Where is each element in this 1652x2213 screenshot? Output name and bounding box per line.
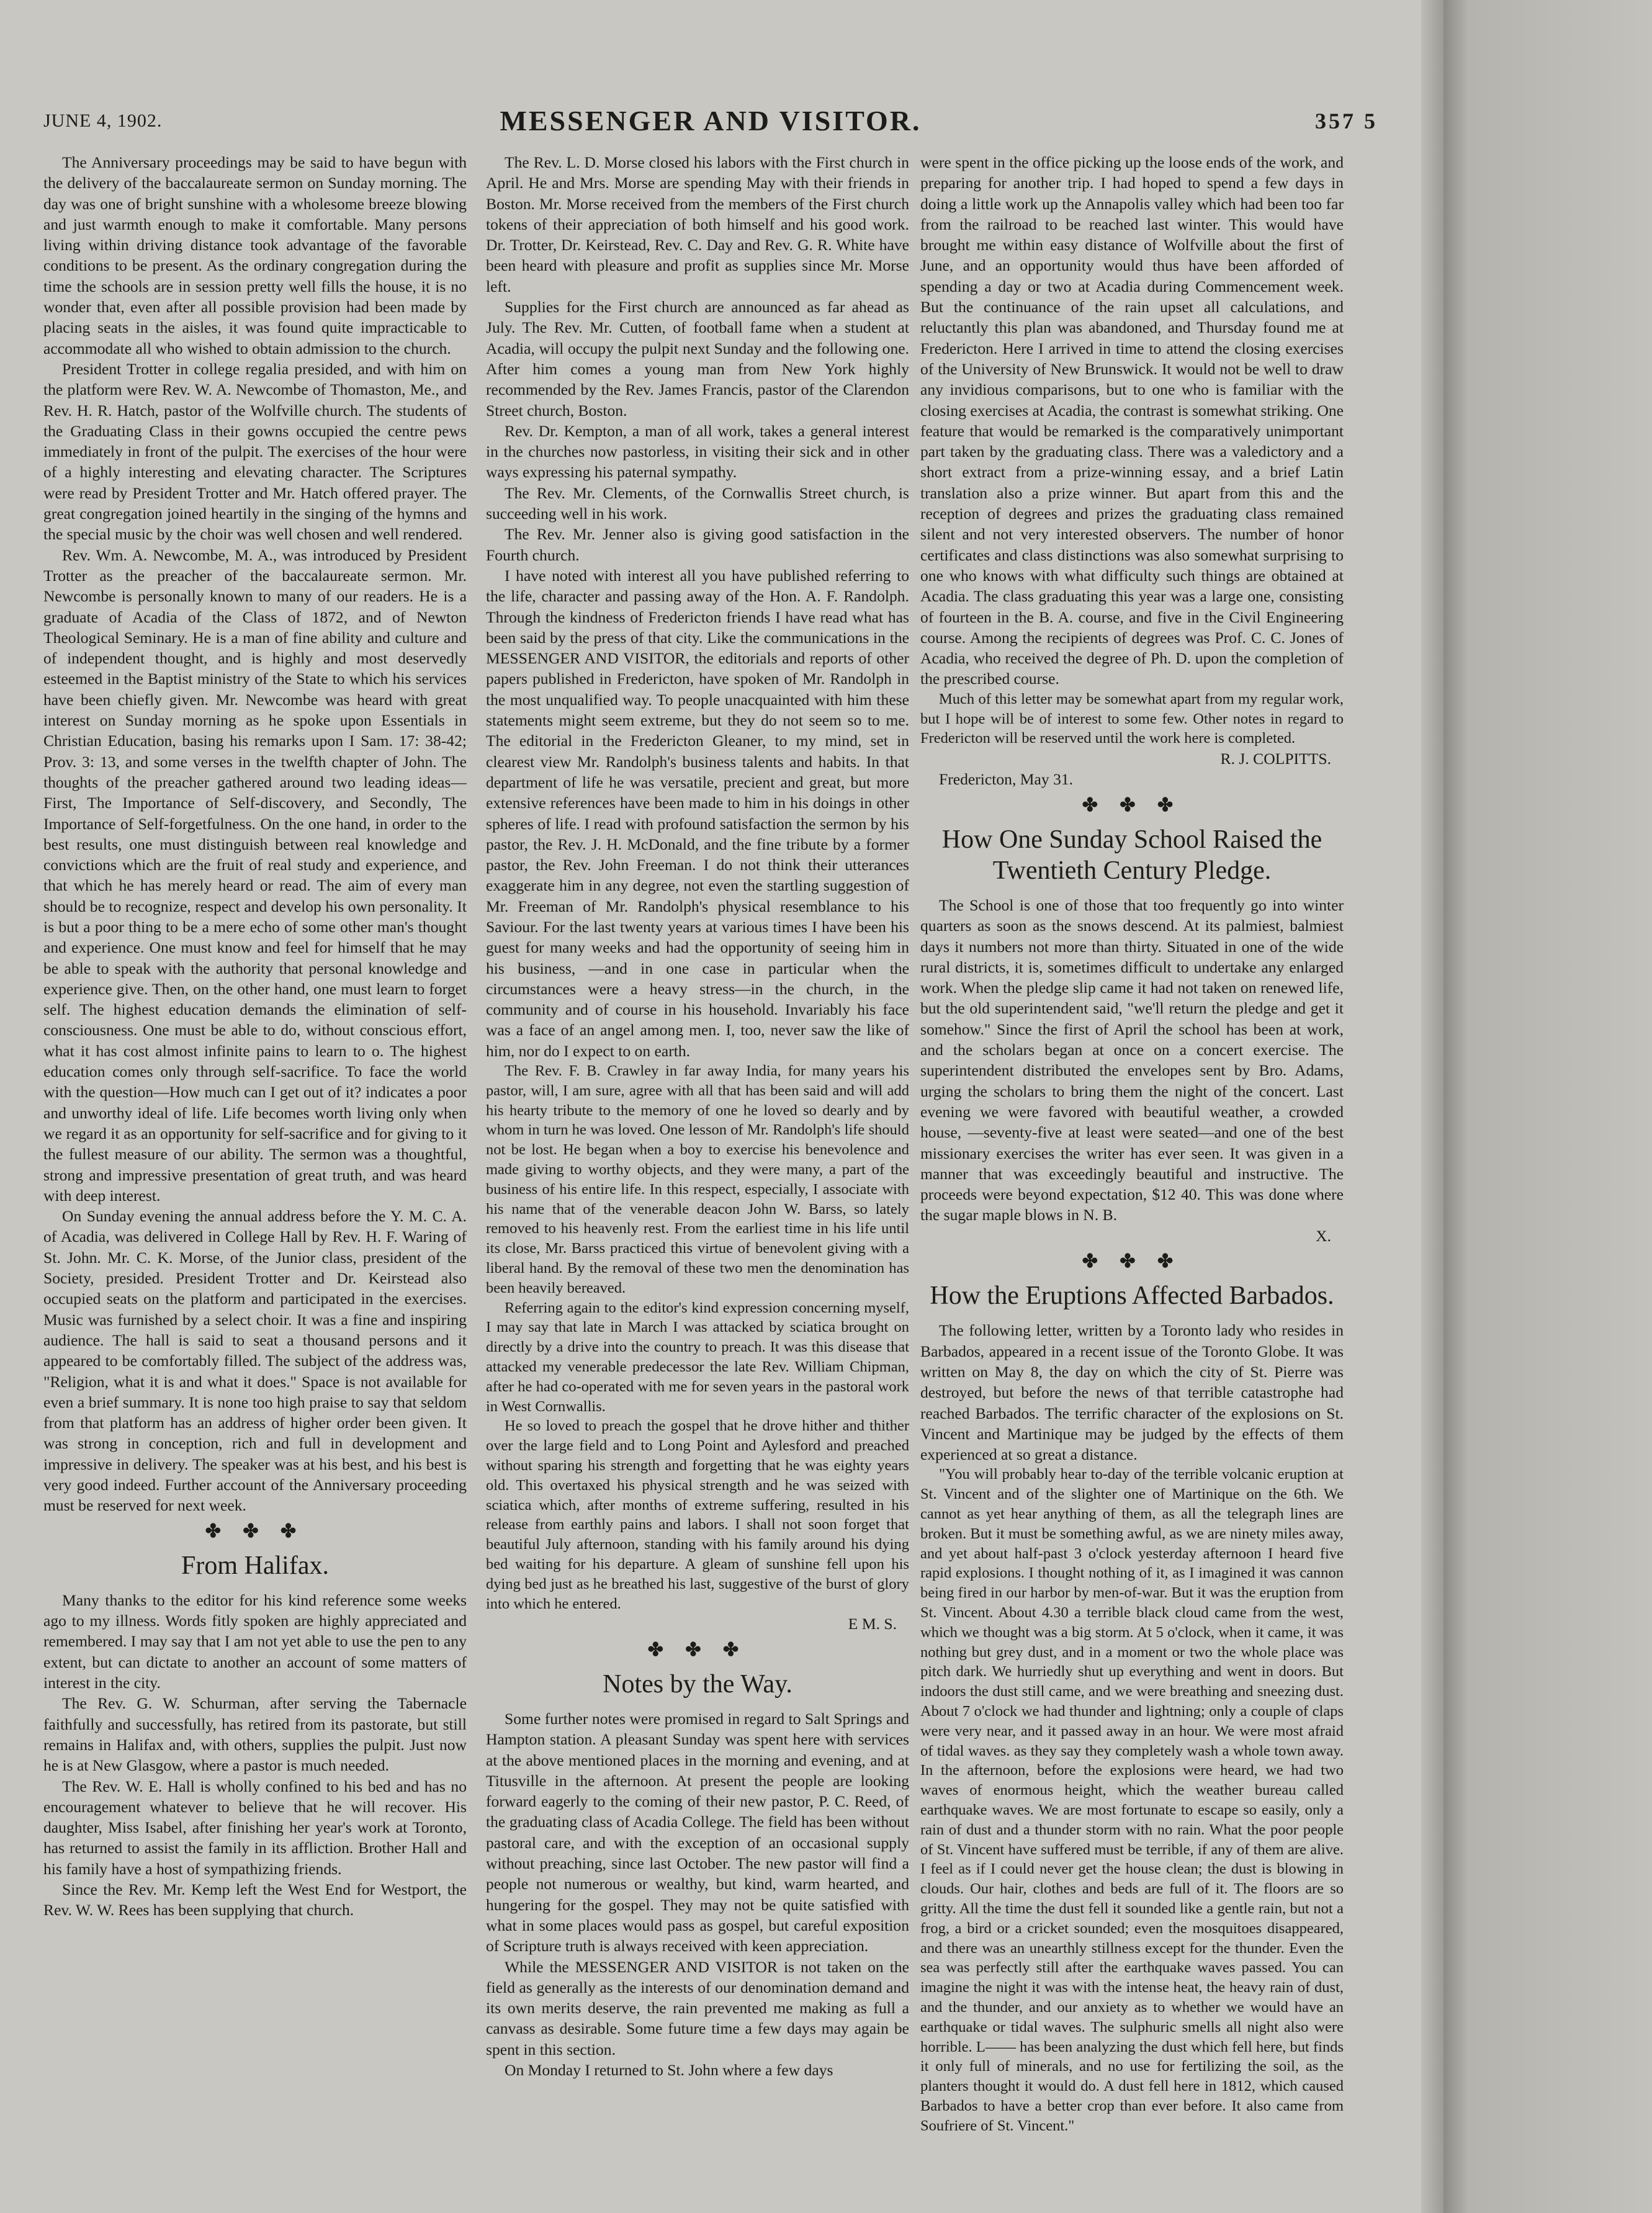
- section-ornament: ✤ ✤ ✤: [647, 1639, 748, 1660]
- notes-paragraph-1: Some further notes were promised in regard to Salt Springs and Hampton station. A pleasant Sunday was spent here with services at the above mentioned places in the morning and evening, and at Titusville in the afternoon. At present the people are looking forward eagerly to the coming of their new pastor, P. C. Reed, of the graduating class of Acadia College. The field has been without pastoral care, and with the exception of an occasional supply without preaching, since last October. The new pastor will find a people not numerous or wealthy, but kind, warm hearted, and hungering for the gospel. They may not be quite satisfied with what in some places would pass as gospel, but careful exposition of Scripture truth is always received with keen appreciation.: [486, 1709, 909, 1955]
- column-3: [920, 152, 1344, 2163]
- barbados-heading: How the Eruptions Affected Barbados.: [930, 1282, 1334, 1311]
- section-ornament: ✤ ✤ ✤: [1082, 794, 1182, 815]
- notes-paragraph-2: While the MESSENGER AND VISITOR is not taken on the field as generally as the interests of our denomination demand and its own merits deserve, the rain prevented me making as full a canvass as desirable. Some future time a few days may again be spent in this section.: [486, 1957, 909, 2058]
- halifax-paragraph-8: The Rev. Mr. Clements, of the Cornwallis Street church, is succeeding well in his work.: [486, 483, 909, 523]
- notes-signature: R. J. COLPITTS.: [1220, 750, 1331, 768]
- halifax-paragraph-9: The Rev. Mr. Jenner also is giving good satisfaction in the Fourth church.: [486, 525, 909, 564]
- halifax-paragraph-1: Many thanks to the editor for his kind reference some weeks ago to my illness. Words fitly spoken are highly appreciated and remembered. I may say that I am not yet able to use the pen to any extent, but can dictate to another an account of some matters of interest in the city.: [43, 1591, 467, 1692]
- anniversary-paragraph-1: The Anniversary proceedings may be said to have begun with the delivery of the baccalaureate sermon on Sunday morning. The day was one of bright sunshine with a wholesome breeze blowing and just warmth enough to make it comfortable. Many persons living within driving distance took advantage of the favorable conditions to be present. As the ordinary congregation during the time the schools are in session pretty well fills the house, it is no wonder that, even after all possible provision had been made by placing seats in the aisles, it was found quite impracticable to accommodate all who wished to obtain admission to the church.: [43, 153, 467, 357]
- issue-date: JUNE 4, 1902.: [43, 110, 163, 131]
- sunday-school-signature: X.: [1316, 1226, 1331, 1245]
- halifax-paragraph-13: He so loved to preach the gospel that he drove hither and thither over the large field and to Long Point and Aylesford and preached without sparing his strength and forgetting that he was eighty years old. This overtaxed his physical strength and he was seized with sciatica which, after months of extreme suffering, resulted in his release from earthly pains and labors. I shall not soon forget that beautiful July afternoon, standing with his family around his dying bed waiting for his departure. A gleam of sunshine fell upon his dying bed just as he breathed his last, suggestive of the burst of glory into which he entered.: [486, 1417, 909, 1612]
- column-1: [43, 152, 467, 2163]
- anniversary-paragraph-4: On Sunday evening the annual address before the Y. M. C. A. of Acadia, was delivered in College Hall by Rev. H. F. Waring of St. John. Mr. C. K. Morse, of the Junior class, president of the Society, presided. President Trotter and Dr. Keirstead also occupied seats on the platform and participated in the exercises. Music was furnished by a select choir. It was a fine and inspiring audience. The hall is said to seat a thousand persons and it appeared to be comfortably filled. The subject of the address was, "Religion, what it is and what it does." Space is not available for even a brief summary. It is none too high praise to say that seldom from that platform has an address of higher order been given. It was strong in conception, rich and full in development and impressive in delivery. The speaker was at his best, and his best is very good indeed. Further account of the Anniversary proceeding must be reserved for next week.: [43, 1207, 467, 1515]
- halifax-paragraph-11: The Rev. F. B. Crawley in far away India, for many years his pastor, will, I am sure, agree with all that has been said and will add his hearty tribute to the memory of one he loved so dearly and by whom in turn he was loved. One lesson of Mr. Randolph's life should not be lost. He began when a boy to exercise his benevolence and made giving to worthy objects, and they were many, a part of the business of his entire life. In this respect, especially, I associate with his name that of the venerable deacon John W. Barss, so lately removed to his heavenly rest. From the earliest time in his life until its close, Mr. Barss practiced this virtue of benevolent giving with a liberal hand. By the removal of these two men the denomination has been heavily bereaved.: [486, 1062, 909, 1296]
- halifax-paragraph-2: The Rev. G. W. Schurman, after serving the Tabernacle faithfully and successfully, has retired from its pastorate, but still remains in Halifax and, with others, supplies the pulpit. Just now he is at New Glasgow, where a pastor is much needed.: [43, 1694, 467, 1775]
- sunday-school-heading: How One Sunday School Raised the Twentieth Century Pledge.: [941, 825, 1322, 885]
- section-ornament: ✤ ✤ ✤: [1082, 1251, 1182, 1272]
- notes-paragraph-4: were spent in the office picking up the loose ends of the work, and preparing for another trip. I had hoped to spend a few days in doing a little work up the Annapolis valley which had been too far from the railroad to be reached last winter. This would have brought me within easy distance of Wolfville about the first of June, and an opportunity would thus have been afforded of spending a day or two at Acadia during Commencement week. But the continuance of the rain upset all calculations, and reluctantly this plan was abandoned, and Thursday found me at Fredericton. Here I arrived in time to attend the closing exercises of the University of New Brunswick. It would not be well to draw any invidious comparisons, but to one who is familiar with the closing exercises at Acadia, the contrast is somewhat striking. One feature that would be remarked is the comparatively unimportant part taken by the graduating class. There was a valedictory and a short extract from a prize-winning essay, and a brief Latin translation also a prize winner. But apart from this and the reception of degrees and prizes the graduating class remained silent and not very interested observers. The number of honor certificates and class distinctions was also somewhat surprising to one who knows with what difficulty such things are obtained at Acadia. The class graduating this year was a large one, consisting of fourteen in the B. A. course, and five in the Civil Engineering course. Among the recipients of degrees was Prof. C. C. Jones of Acadia, who received the degree of Ph. D. upon the completion of the prescribed course.: [920, 153, 1344, 688]
- notes-place-date: Fredericton, May 31.: [939, 770, 1074, 789]
- sunday-school-paragraph: The School is one of those that too frequently go into winter quarters as soon as the snows descend. At its palmiest, balmiest days it numbers not more than thirty. Situated in one of the wide rural districts, it is, sometimes difficult to undertake any enlarged work. When the pledge slip came it had not taken on renewed life, but the old superintendent said, "we'll return the pledge and get it somehow." Since the first of April the school has been at work, and the scholars began at once on a concert exercise. The superintendent distributed the envelopes sent by Bro. Adams, urging the scholars to bring them the night of the concert. Last evening we were favored with beautiful weather, a crowded house, —seventy-five at least were seated—and one of the best missionary exercises the writer has ever seen. It was given in a manner that was exceedingly beautiful and instructive. The proceeds were beyond expectation, $12 40. This was done where the sugar maple blows in N. B.: [920, 896, 1344, 1224]
- notes-paragraph-5: Much of this letter may be somewhat apart from my regular work, but I hope will be of interest to some few. Other notes in regard to Fredericton will be reserved until the work here is completed.: [920, 690, 1344, 747]
- page-number: 357 5: [1315, 109, 1378, 133]
- halifax-paragraph-12: Referring again to the editor's kind expression concerning myself, I may say that late in March I was attacked by sciatica brought on directly by a drive into the country to preach. It was this disease that attacked my venerable predecessor the late Rev. William Chipman, after he had co-operated with me for seven years in the pastoral work in West Cornwallis.: [486, 1299, 909, 1415]
- page-header: [43, 104, 1378, 141]
- page-edge-shadow: [1421, 0, 1443, 2213]
- barbados-letter: "You will probably hear to-day of the terrible volcanic eruption at St. Vincent and of the slighter one of Martinique on the 6th. We cannot as yet hear anything of them, as all the telegraph lines are broken. But it must be something awful, as we are ninety miles away, and yet about half-past 3 o'clock yesterday afternoon I heard five rapid explosions. I thought nothing of it, as I imagined it was cannon being fired in our harbor by men-of-war. But it was the eruption from St. Vincent. About 4.30 a terrible black cloud came from the west, which we thought was a big storm. At 5 o'clock, when it came, it was nothing but grey dust, and in a moment or two the whole place was pitch dark. We hurriedly shut up everything and went in doors. But indoors the dust still came, and we were breathing and sneezing dust. About 7 o'clock we had thunder and lightning; only a couple of claps were very near, and it passed away in an hour. We were most afraid of tidal waves. as they say they completely wash a whole town away. In the afternoon, before the explosions were heard, we had two waves of enormous height, which the weather bureau called earthquake waves. We are most fortunate to escape so easily, only a rain of dust and a thunder storm with no rain. What the poor people of St. Vincent have suffered must be terrible, if any of them are alive. I feel as if I could never get the house clean; the dust is blowing in clouds. Our hair, clothes and beds are full of it. The floors are so gritty. All the time the dust fell it sounded like a gentle rain, but not a frog, a bird or a cricket sounded; even the mosquitoes disappeared, and there was an unearthly stillness except for the thunder. Even the sea was perfectly still after the earthquake waves passed. You can imagine the night it was with the intense heat, the heavy rain of dust, and the thunder, and our anxiety as to whether we would have an earthquake or tidal waves. The sulphuric smells all night also were horrible. L—— has been analyzing the dust which fell here, but finds it only full of minerals, and no use for fertilizing the soil, as the planters thought it would do. A dust fell here in 1812, which caused Barbados to have a better crop than ever before. It also came from Soufriere of St. Vincent.": [920, 1466, 1344, 2134]
- anniversary-paragraph-2: President Trotter in college regalia presided, and with him on the platform were Rev. W. A. Newcombe of Thomaston, Me., and Rev. H. R. Hatch, pastor of the Wolfville church. The students of the Graduating Class in their gowns occupied the centre pews immediately in front of the pulpit. The exercises of the hour were of a highly interesting and elevating character. The Scriptures were read by President Trotter and Mr. Hatch offered prayer. The great congregation joined heartily in the singing of the hymns and the special music by the choir was well chosen and well rendered.: [43, 359, 467, 544]
- halifax-paragraph-5: The Rev. L. D. Morse closed his labors with the First church in April. He and Mrs. Morse are spending May with their friends in Boston. Mr. Morse received from the members of the First church tokens of their appreciation of both himself and his good work. Dr. Trotter, Dr. Keirstead, Rev. C. Day and Rev. G. R. White have been heard with pleasure and profit as supplies since Mr. Morse left.: [486, 153, 909, 295]
- masthead-title: MESSENGER AND VISITOR.: [500, 105, 922, 137]
- scan-margin: [1443, 0, 1652, 2213]
- halifax-signature: E M. S.: [848, 1615, 897, 1633]
- halifax-paragraph-7: Rev. Dr. Kempton, a man of all work, takes a general interest in the churches now pastorless, in visiting their sick and in other ways expressing his paternal sympathy.: [486, 421, 909, 482]
- column-2: [486, 152, 909, 2163]
- notes-paragraph-3: On Monday I returned to St. John where a few days: [505, 2061, 833, 2080]
- halifax-paragraph-6: Supplies for the First church are announced as far ahead as July. The Rev. Mr. Cutten, of football fame when a student at Acadia, will occupy the pulpit next Sunday and the following one. After him comes a young man from New York highly recommended by the Rev. James Francis, pastor of the Clarendon Street church, Boston.: [486, 298, 909, 420]
- halifax-heading: From Halifax.: [181, 1551, 329, 1580]
- halifax-paragraph-4: Since the Rev. Mr. Kemp left the West End for Westport, the Rev. W. W. Rees has been supplying that church.: [43, 1880, 467, 1919]
- halifax-paragraph-3: The Rev. W. E. Hall is wholly confined to his bed and has no encouragement whatever to believe that he will recover. His daughter, Miss Isabel, after finishing her year's work at Toronto, has returned to assist the family in its affliction. Brother Hall and his family have a host of sympathizing friends.: [43, 1777, 467, 1878]
- anniversary-paragraph-3: Rev. Wm. A. Newcombe, M. A., was introduced by President Trotter as the preacher of the baccalaureate sermon. Mr. Newcombe is personally known to many of our readers. He is a graduate of Acadia of the Class of 1872, and of Newton Theological Seminary. He is a man of fine ability and culture and of independent thought, and is highly and most deservedly esteemed in the Baptist ministry of the State to which his services have been chiefly given. Mr. Newcombe was heard with great interest on Sunday morning as he spoke upon Essentials in Christian Education, basing his remarks upon I Sam. 17: 38-42; Prov. 3: 13, and some verses in the twelfth chapter of John. The thoughts of the preacher gathered around two leading ideas—First, The Importance of Self-discovery, and Secondly, The Importance of Self-forgetfulness. On the one hand, in order to the best results, one must distinguish between real knowledge and convictions which are the fruit of real study and experience, and that which he has merely heard or read. The aim of every man should be to recognize, respect and develop his own personality. It is but a poor thing to be a mere echo of some other man's thought and experience. One must know and feel for himself that he may be able to speak with the authority that personal knowledge and experience give. Then, on the other hand, one must learn to forget self. The highest education demands the elimination of self-consciousness. One must be able to do, without conscious effort, what it has cost almost infinite pains to learn to o. The highest education comes only through self-sacrifice. To face the world with the question—How much can I get out of it? indicates a poor and unworthy ideal of life. Life becomes worth living only when we regard it as an opportunity for self-sacrifice and for giving to it the fullest measure of our ability. The sermon was a thoughtful, strong and impressive presentation of great truth, and was heard with deep interest.: [43, 545, 467, 1205]
- notes-heading: Notes by the Way.: [603, 1669, 792, 1699]
- section-ornament: ✤ ✤ ✤: [205, 1520, 305, 1542]
- barbados-paragraph-1: The following letter, written by a Toronto lady who resides in Barbados, appeared in a recent issue of the Toronto Globe. It was written on May 8, the day on which the city of St. Pierre was destroyed, but before the news of that terrible catastrophe had reached Barbados. The terrific character of the explosions on St. Vincent and Martinique may be judged by the effects of them experienced at so great a distance.: [920, 1321, 1344, 1464]
- halifax-paragraph-10: I have noted with interest all you have published referring to the life, character and passing away of the Hon. A. F. Randolph. Through the kindness of Fredericton friends I have read what has been said by the press of that city. Like the communications in the MESSENGER AND VISITOR, the editorials and reports of other papers published in Fredericton, have spoken of Mr. Randolph in the most unqualified way. To people unacquainted with him these statements might seem extreme, but they do not seem so to me. The editorial in the Fredericton Gleaner, to my mind, set in clearest view Mr. Randolph's business talents and habits. In that department of life he was versatile, precient and great, but more extensive references have been made to him in his doings in other spheres of life. I read with profound satisfaction the sermon by his pastor, the Rev. J. H. McDonald, and the fine tribute by a former pastor, the Rev. John Freeman. I do not think their utterances exaggerate him in any degree, not even the startling suggestion of Mr. Freeman of Mr. Randolph's physical resemblance to his Saviour. For the last twenty years at various times I have been his guest for many weeks and had the opportunity of seeing him in his business, —and in one case in particular when the circumstances were a heavy stress—in the church, in the community and of course in his household. Invariably his face was a face of an angel among men. I, too, never saw the like of him, nor do I expect to on earth.: [486, 566, 909, 1060]
